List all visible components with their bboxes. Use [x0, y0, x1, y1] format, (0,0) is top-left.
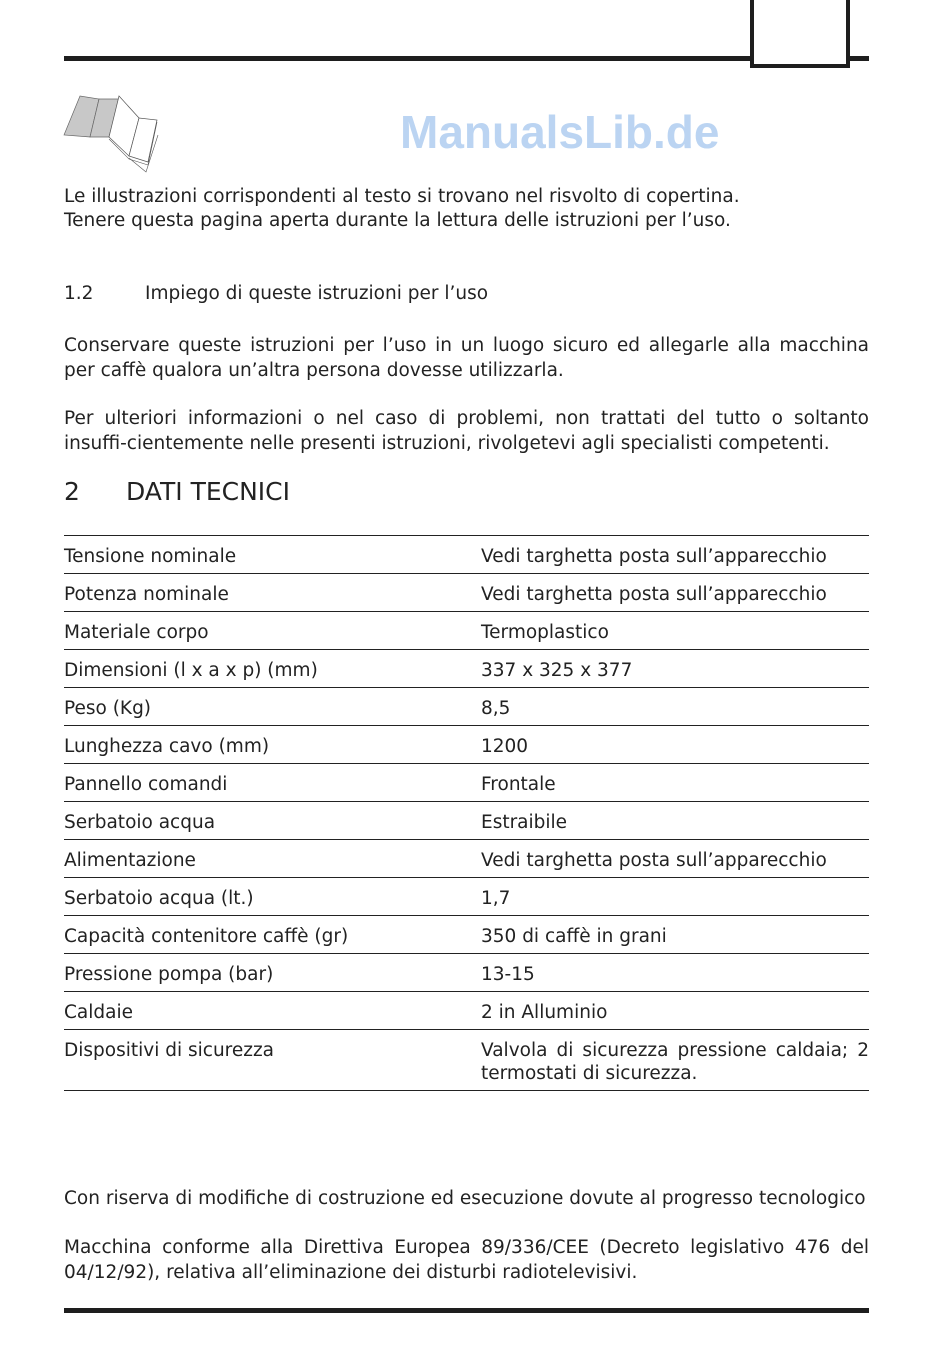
paragraph: Per ulteriori informazioni o nel caso di problemi, non trattati del tutto o soltanto insuffi-cientemente nelle presenti istruzioni, rivolgetevi agli specialisti competenti.: [64, 408, 869, 454]
footer-rule: [64, 1308, 869, 1313]
spec-label: Pannello comandi: [64, 764, 481, 802]
spec-value: Vedi targhetta posta sull’apparecchio: [481, 574, 869, 612]
table-row: [64, 1030, 869, 1091]
spec-label: Potenza nominale: [64, 574, 481, 612]
spec-label: Peso (Kg): [64, 688, 481, 726]
spec-label: Lunghezza cavo (mm): [64, 726, 481, 764]
spec-value: 350 di caffè in grani: [481, 916, 869, 954]
spec-value: 337 x 325 x 377: [481, 650, 869, 688]
section-number: 1.2: [64, 283, 94, 304]
spec-label: Capacità contenitore caffè (gr): [64, 916, 481, 954]
spec-value: 13-15: [481, 954, 869, 992]
paragraph: Conservare queste istruzioni per l’uso in un luogo sicuro ed allegarle alla macchina per caffè qualora un’altra persona dovesse utilizzarla.: [64, 335, 869, 381]
table-row: [64, 764, 869, 802]
spec-label: Tensione nominale: [64, 536, 481, 574]
spec-label: Dimensioni (l x a x p) (mm): [64, 650, 481, 688]
table-row: [64, 992, 869, 1030]
spec-label: Materiale corpo: [64, 612, 481, 650]
spec-label: Caldaie: [64, 992, 481, 1030]
spec-value: Vedi targhetta posta sull’apparecchio: [481, 840, 869, 878]
spec-label: Serbatoio acqua: [64, 802, 481, 840]
section-title: Impiego di queste istruzioni per l’uso: [145, 283, 489, 304]
spec-value: Termoplastico: [481, 612, 869, 650]
header-rule: [64, 56, 869, 61]
table-row: [64, 612, 869, 650]
table-row: [64, 840, 869, 878]
paragraph: Con riserva di modifiche di costruzione ed esecuzione dovute al progresso tecnologico: [64, 1188, 866, 1209]
spec-value: Valvola di sicurezza pressione caldaia; 2 termostati di sicurezza.: [481, 1030, 869, 1091]
spec-label: Pressione pompa (bar): [64, 954, 481, 992]
table-row: [64, 726, 869, 764]
chapter-title: DATI TECNICI: [126, 477, 290, 506]
table-row: [64, 878, 869, 916]
spec-label: Alimentazione: [64, 840, 481, 878]
spec-value: Vedi targhetta posta sull’apparecchio: [481, 536, 869, 574]
spec-label: Serbatoio acqua (lt.): [64, 878, 481, 916]
table-row: [64, 650, 869, 688]
table-row: [64, 688, 869, 726]
table-row: [64, 954, 869, 992]
chapter-number: 2: [64, 477, 80, 506]
intro-line-1: Le illustrazioni corrispondenti al testo si trovano nel risvolto di copertina.: [64, 186, 740, 207]
spec-value: Frontale: [481, 764, 869, 802]
spec-value: 8,5: [481, 688, 869, 726]
spec-value: 2 in Alluminio: [481, 992, 869, 1030]
technical-data-table: [64, 535, 869, 1091]
spec-value: 1,7: [481, 878, 869, 916]
page-tab-box: [750, 0, 850, 68]
spec-value: Estraibile: [481, 802, 869, 840]
intro-line-2: Tenere questa pagina aperta durante la lettura delle istruzioni per l’uso.: [64, 210, 731, 231]
folded-manual-illustration-icon: [62, 92, 212, 176]
table-row: [64, 802, 869, 840]
table-row: [64, 916, 869, 954]
spec-label: Dispositivi di sicurezza: [64, 1030, 481, 1091]
table-row: [64, 536, 869, 574]
spec-value: 1200: [481, 726, 869, 764]
watermark: ManualsLib.de: [400, 106, 720, 158]
paragraph: Macchina conforme alla Direttiva Europea 89/336/CEE (Decreto legislativo 476 del 04/12/92), relativa all’eliminazione dei disturbi radiotelevisivi.: [64, 1237, 869, 1283]
table-row: [64, 574, 869, 612]
